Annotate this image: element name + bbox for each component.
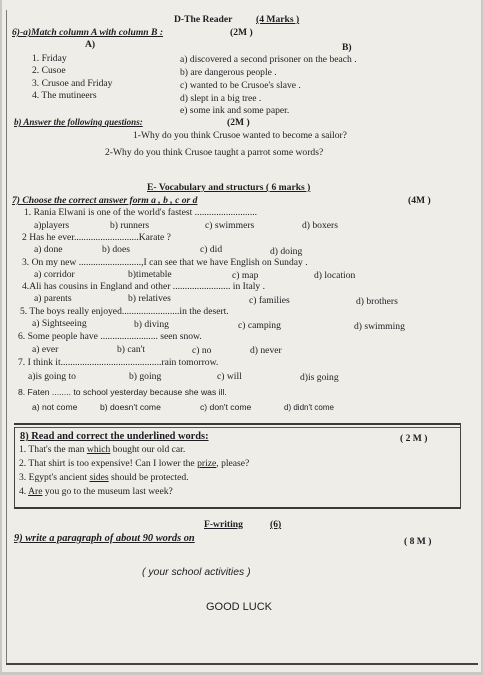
writing-marks: (6) — [270, 519, 282, 530]
line-text: you go to the museum last week? — [42, 486, 173, 497]
page-bottom-rule — [6, 663, 478, 665]
column-b-item: c) wanted to be Crusoe's slave . — [180, 80, 301, 91]
question-stem: 7. I think it..........................................rain tomorrow. — [18, 357, 219, 368]
box-right-border — [460, 423, 461, 509]
column-a-item: 4. The mutineers — [32, 90, 97, 101]
underlined-word: prize — [197, 458, 217, 469]
answer-option: b) runners — [110, 220, 150, 231]
answer-option: a) Sightseeing — [32, 318, 87, 329]
answer-option: c) families — [249, 295, 290, 306]
question-stem: 5. The boys really enjoyed........................in the desert. — [20, 306, 229, 317]
answer-option: a) done — [34, 244, 63, 255]
answer-option: c) map — [232, 270, 259, 281]
line-text: bought our old car. — [110, 444, 186, 455]
line-text: 1. That's the man — [19, 444, 87, 455]
answer-option: c) swimmers — [205, 220, 255, 231]
answer-option: a) ever — [32, 344, 59, 355]
q6b-marks: (2M ) — [227, 117, 250, 128]
answer-option: d) location — [314, 270, 356, 281]
q6b-question: 1-Why do you think Crusoe wanted to become a sailor? — [133, 130, 347, 141]
box-top — [14, 427, 460, 428]
answer-option: d) never — [250, 345, 282, 356]
q6-title: 6)-a)Match column A with column B : — [12, 27, 164, 38]
answer-option: c) don't come — [200, 402, 252, 412]
correction-line — [19, 487, 173, 497]
answer-option: d) didn't come — [284, 403, 334, 412]
answer-option: d)is going — [300, 372, 339, 383]
q9-marks: ( 8 M ) — [404, 536, 432, 547]
column-b-item: d) slept in a big tree . — [180, 93, 262, 104]
answer-option: b) relatives — [128, 293, 171, 304]
question-stem: 3. On my new ..........................,I can see that we have English on Sunday . — [22, 257, 308, 268]
q6b-question: 2-Why do you think Crusoe taught a parrot some words? — [105, 147, 324, 158]
writing-topic: ( your school activities ) — [142, 567, 251, 578]
answer-option: b) does — [102, 244, 130, 255]
answer-option: d) boxers — [302, 220, 338, 231]
column-a-item: 3. Crusoe and Friday — [32, 78, 113, 89]
q6-marks: (2M ) — [230, 27, 253, 38]
underlined-word: sides — [89, 472, 109, 483]
q6b-title: b) Answer the following questions: — [14, 117, 143, 127]
column-b-item: a) discovered a second prisoner on the beach . — [180, 54, 357, 65]
correction-line — [19, 459, 249, 469]
line-text: should be protected. — [108, 472, 189, 483]
q8-title: 8) Read and correct the underlined words: — [20, 431, 209, 442]
answer-option: d) swimming — [354, 321, 405, 332]
question-stem: 1. Rania Elwani is one of the world's fastest .......................... — [24, 207, 258, 218]
answer-option: c) camping — [238, 320, 281, 331]
column-b-item: e) some ink and some paper. — [180, 105, 290, 116]
underlined-word: which — [86, 444, 111, 455]
answer-option: a) parents — [34, 293, 72, 304]
reader-marks: (4 Marks ) — [256, 14, 300, 25]
line-text: , please? — [216, 458, 250, 469]
line-text: 4. — [19, 486, 29, 497]
exam-paper — [2, 0, 481, 672]
q7-marks: (4M ) — [408, 195, 431, 206]
answer-option: d) doing — [270, 246, 303, 257]
q8-marks: ( 2 M ) — [400, 433, 428, 444]
correction-line — [19, 473, 189, 483]
answer-option: b) doesn't come — [100, 402, 161, 412]
column-a-header: A) — [85, 39, 96, 50]
answer-option: c) will — [217, 371, 242, 382]
reader-title: D-The Reader — [174, 14, 233, 25]
answer-option: a) not come — [32, 402, 78, 412]
column-a-item: 1. Friday — [32, 53, 67, 64]
vocab-title: E- Vocabulary and structurs ( 6 marks ) — [147, 182, 311, 193]
question-stem: 4.Ali has cousins in England and other ........................ in Italy . — [22, 281, 266, 292]
question-stem: 2 Has he ever...........................Karate ? — [22, 232, 171, 243]
question-stem: 6. Some people have ........................ seen snow. — [18, 331, 202, 342]
line-text: 3. Egypt's ancient — [19, 472, 90, 483]
margin-line — [6, 10, 7, 665]
q9-title: 9) write a paragraph of about 90 words on — [14, 533, 195, 544]
answer-option: b) going — [129, 371, 162, 382]
answer-option: a) corridor — [34, 269, 75, 280]
section-divider — [14, 507, 460, 509]
writing-title: F-writing — [204, 519, 243, 530]
answer-option: c) no — [192, 345, 212, 356]
underlined-word: Are — [28, 486, 43, 497]
correction-line — [19, 445, 185, 455]
line-text: 2. That shirt is too expensive! Can I lower the — [19, 458, 198, 469]
answer-option: a)players — [34, 220, 70, 231]
column-b-item: b) are dangerous people . — [180, 67, 277, 78]
section-divider — [14, 423, 460, 425]
column-a-item: 2. Cusoe — [32, 65, 66, 76]
column-b-header: B) — [342, 42, 352, 53]
answer-option: b) diving — [134, 319, 169, 330]
answer-option: b) can't — [117, 344, 146, 355]
answer-option: d) brothers — [356, 296, 398, 307]
answer-option: c) did — [200, 244, 223, 255]
question-stem: 8. Faten ........ to school yesterday because she was ill. — [18, 387, 227, 397]
answer-option: a)is going to — [28, 371, 76, 382]
good-luck: GOOD LUCK — [206, 601, 273, 613]
q7-title: 7) Choose the correct answer form a , b , c or d — [12, 195, 198, 206]
answer-option: b)timetable — [128, 269, 172, 280]
box-left-border — [14, 427, 15, 507]
